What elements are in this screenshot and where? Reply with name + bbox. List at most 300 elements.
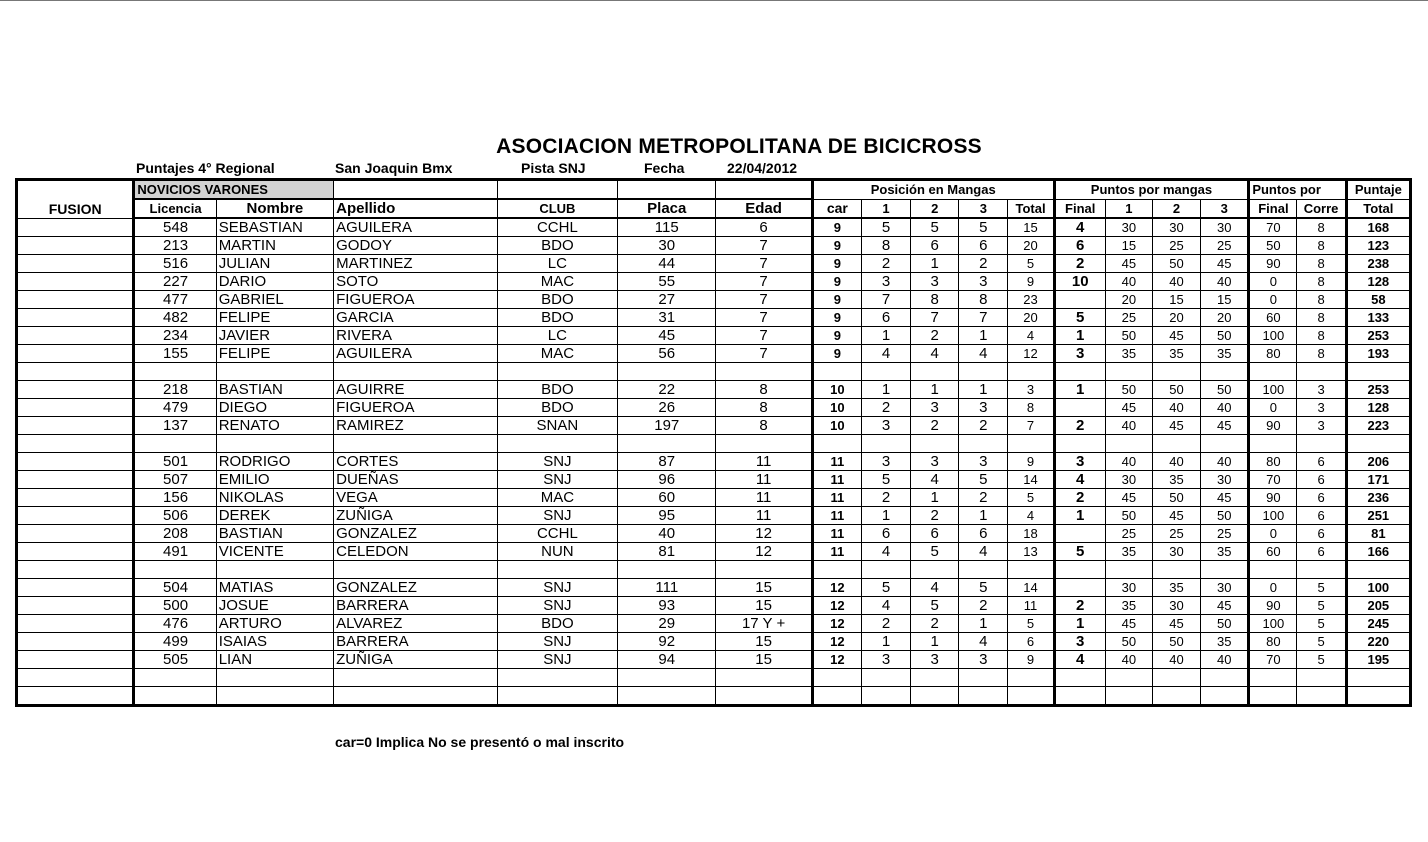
manga-1-cell: 3 (861, 651, 910, 669)
corre-cell: 8 (1297, 345, 1346, 363)
puntos-1-cell: 50 (1105, 507, 1152, 525)
puntos-3-cell: 35 (1201, 633, 1249, 651)
corre-cell: 8 (1297, 327, 1346, 345)
blank-row (17, 363, 1411, 381)
nombre-cell (216, 561, 333, 579)
apellido-header: Apellido (334, 199, 498, 218)
car-cell: 12 (812, 651, 861, 669)
manga-2-cell: 2 (911, 417, 959, 435)
meta-fecha-label: Fecha (644, 160, 685, 176)
apellido-cell (334, 363, 498, 381)
total-cell: 3 (1008, 381, 1054, 399)
puntaje-total-cell: 168 (1346, 218, 1410, 237)
puntos-final-cell: 100 (1249, 507, 1297, 525)
final-cell: 2 (1054, 597, 1105, 615)
table-row (17, 218, 1411, 237)
total-cell: 9 (1008, 651, 1054, 669)
final-cell: 3 (1054, 345, 1105, 363)
licencia-cell: 476 (134, 615, 216, 633)
total-header: Total (1008, 199, 1054, 218)
final-cell (1054, 435, 1105, 453)
nombre-cell: JULIAN (216, 255, 333, 273)
puntos-2-cell: 40 (1152, 651, 1200, 669)
nombre-cell: BASTIAN (216, 381, 333, 399)
final-cell (1054, 399, 1105, 417)
manga-2-cell: 1 (911, 633, 959, 651)
edad-cell: 7 (716, 327, 812, 345)
fusion-cell (17, 633, 134, 651)
corre-cell: 6 (1297, 543, 1346, 561)
manga-1-cell (861, 363, 910, 381)
placa-cell: 31 (618, 309, 716, 327)
manga-3-cell: 5 (959, 471, 1008, 489)
manga-1-cell: 4 (861, 345, 910, 363)
puntaje-total-cell (1346, 669, 1410, 687)
manga-2-cell: 7 (911, 309, 959, 327)
puntos-final-cell: 80 (1249, 453, 1297, 471)
car-cell: 12 (812, 615, 861, 633)
puntaje-total-cell: 81 (1346, 525, 1410, 543)
edad-cell: 11 (716, 507, 812, 525)
corre-cell (1297, 363, 1346, 381)
category-label: NOVICIOS VARONES (134, 180, 334, 200)
puntos-final-cell: 50 (1249, 237, 1297, 255)
club-cell: SNJ (497, 651, 617, 669)
puntos-final-cell: 70 (1249, 471, 1297, 489)
manga-2-cell: 3 (911, 399, 959, 417)
puntos-3-cell: 40 (1201, 453, 1249, 471)
puntos-3-cell: 45 (1201, 255, 1249, 273)
manga-3-cell: 1 (959, 615, 1008, 633)
nombre-cell: DARIO (216, 273, 333, 291)
fusion-cell (17, 309, 134, 327)
car-cell: 11 (812, 525, 861, 543)
nombre-cell: JAVIER (216, 327, 333, 345)
car-cell: 9 (812, 273, 861, 291)
puntos-2-cell: 45 (1152, 507, 1200, 525)
apellido-cell: DUEÑAS (334, 471, 498, 489)
car-cell: 12 (812, 597, 861, 615)
meta-pista-nombre: San Joaquin Bmx (335, 160, 453, 176)
puntos-3-cell: 30 (1201, 471, 1249, 489)
nombre-header: Nombre (216, 199, 333, 218)
puntos-2-cell: 45 (1152, 327, 1200, 345)
car-cell: 11 (812, 489, 861, 507)
club-cell: SNJ (497, 453, 617, 471)
puntos-3-cell (1201, 669, 1249, 687)
puntos-3-cell: 25 (1201, 237, 1249, 255)
final-cell: 5 (1054, 543, 1105, 561)
puntos-2-cell: 25 (1152, 525, 1200, 543)
corre-cell: 8 (1297, 309, 1346, 327)
edad-cell: 8 (716, 381, 812, 399)
apellido-cell: GODOY (334, 237, 498, 255)
placa-cell: 96 (618, 471, 716, 489)
manga-2-cell: 1 (911, 489, 959, 507)
puntos-1-cell: 45 (1105, 489, 1152, 507)
manga-1-cell: 7 (861, 291, 910, 309)
corre-cell (1297, 561, 1346, 579)
car-cell: 9 (812, 237, 861, 255)
placa-cell: 60 (618, 489, 716, 507)
placa-cell: 197 (618, 417, 716, 435)
puntos-3-cell: 45 (1201, 489, 1249, 507)
fusion-cell (17, 507, 134, 525)
final-cell: 4 (1054, 651, 1105, 669)
puntos-2-cell: 15 (1152, 291, 1200, 309)
puntos-1-cell: 35 (1105, 597, 1152, 615)
club-cell (497, 435, 617, 453)
licencia-cell: 234 (134, 327, 216, 345)
apellido-cell: MARTINEZ (334, 255, 498, 273)
puntos-final-header: Final (1249, 199, 1297, 218)
licencia-cell (134, 363, 216, 381)
manga-1-cell: 5 (861, 218, 910, 237)
licencia-cell: 500 (134, 597, 216, 615)
puntos-2-cell (1152, 687, 1200, 706)
car-cell (812, 669, 861, 687)
puntos-3-cell: 45 (1201, 597, 1249, 615)
puntos-1-cell (1105, 363, 1152, 381)
puntos-2-cell: 45 (1152, 615, 1200, 633)
total-cell: 15 (1008, 218, 1054, 237)
edad-cell: 12 (716, 543, 812, 561)
apellido-cell: VEGA (334, 489, 498, 507)
placa-cell: 56 (618, 345, 716, 363)
blank-row (17, 687, 1411, 706)
puntos-final-cell: 90 (1249, 597, 1297, 615)
puntaje-total-cell: 223 (1346, 417, 1410, 435)
edad-cell: 7 (716, 273, 812, 291)
puntos-3-cell (1201, 687, 1249, 706)
puntos-final-cell: 70 (1249, 651, 1297, 669)
puntos-final-cell: 100 (1249, 615, 1297, 633)
fusion-cell (17, 255, 134, 273)
nombre-cell: RENATO (216, 417, 333, 435)
manga-1-cell: 4 (861, 543, 910, 561)
header-blank-cell (716, 180, 812, 200)
final-cell: 6 (1054, 237, 1105, 255)
manga-2-cell: 3 (911, 273, 959, 291)
manga-2-cell: 2 (911, 615, 959, 633)
final-cell (1054, 579, 1105, 597)
puntaje-total-cell: 253 (1346, 327, 1410, 345)
club-header: CLUB (497, 199, 617, 218)
manga-3-cell: 6 (959, 525, 1008, 543)
manga-2-cell: 3 (911, 453, 959, 471)
final-cell (1054, 525, 1105, 543)
corre-cell: 8 (1297, 237, 1346, 255)
puntos-3-cell: 30 (1201, 218, 1249, 237)
club-cell: CCHL (497, 525, 617, 543)
edad-cell: 7 (716, 291, 812, 309)
corre-cell: 3 (1297, 417, 1346, 435)
manga-1-cell: 1 (861, 507, 910, 525)
manga-1-cell: 1 (861, 633, 910, 651)
manga-3-cell: 8 (959, 291, 1008, 309)
nombre-cell: ARTURO (216, 615, 333, 633)
edad-cell: 15 (716, 651, 812, 669)
puntos-1-cell: 25 (1105, 525, 1152, 543)
car-header: car (812, 199, 861, 218)
table-row (17, 399, 1411, 417)
licencia-cell: 479 (134, 399, 216, 417)
puntos-1-cell: 50 (1105, 381, 1152, 399)
puntos-1-cell: 30 (1105, 218, 1152, 237)
manga-1-cell: 1 (861, 327, 910, 345)
licencia-cell (134, 435, 216, 453)
corre-cell: 5 (1297, 615, 1346, 633)
total-cell: 5 (1008, 255, 1054, 273)
corre-cell: 6 (1297, 507, 1346, 525)
manga-1-cell: 3 (861, 417, 910, 435)
manga-2-cell: 6 (911, 525, 959, 543)
placa-cell: 29 (618, 615, 716, 633)
manga-3-cell (959, 669, 1008, 687)
corre-cell: 3 (1297, 399, 1346, 417)
car-cell: 9 (812, 309, 861, 327)
corre-cell (1297, 669, 1346, 687)
puntos-3-cell: 45 (1201, 417, 1249, 435)
club-cell: BDO (497, 381, 617, 399)
puntaje-total-cell: 100 (1346, 579, 1410, 597)
corre-cell: 6 (1297, 471, 1346, 489)
apellido-cell: RIVERA (334, 327, 498, 345)
car-cell: 11 (812, 507, 861, 525)
fusion-cell (17, 218, 134, 237)
footer-note: car=0 Implica No se presentó o mal inscrito (335, 734, 625, 750)
puntos-2-cell (1152, 561, 1200, 579)
fusion-cell (17, 453, 134, 471)
manga-3-cell: 5 (959, 579, 1008, 597)
final-cell: 2 (1054, 489, 1105, 507)
manga-2-cell: 1 (911, 255, 959, 273)
apellido-cell: BARRERA (334, 597, 498, 615)
final-cell: 4 (1054, 218, 1105, 237)
corre-cell: 5 (1297, 579, 1346, 597)
nombre-cell: DEREK (216, 507, 333, 525)
puntos-1-cell (1105, 687, 1152, 706)
manga-3-cell: 6 (959, 237, 1008, 255)
puntos-3-cell: 20 (1201, 309, 1249, 327)
corre-cell: 5 (1297, 651, 1346, 669)
placa-cell: 111 (618, 579, 716, 597)
table-row (17, 381, 1411, 399)
puntos-2-cell: 35 (1152, 579, 1200, 597)
nombre-cell: NIKOLAS (216, 489, 333, 507)
club-cell: SNJ (497, 579, 617, 597)
edad-cell: 12 (716, 525, 812, 543)
edad-cell: 15 (716, 579, 812, 597)
manga-1-cell (861, 687, 910, 706)
final-cell: 5 (1054, 309, 1105, 327)
edad-cell: 7 (716, 255, 812, 273)
manga-2-cell: 2 (911, 327, 959, 345)
puntaje-total-cell: 128 (1346, 399, 1410, 417)
manga-2-cell: 5 (911, 543, 959, 561)
nombre-cell: FELIPE (216, 309, 333, 327)
licencia-cell: 504 (134, 579, 216, 597)
manga-3-cell: 2 (959, 417, 1008, 435)
table-row (17, 489, 1411, 507)
puntos-1-cell: 40 (1105, 453, 1152, 471)
total-cell: 12 (1008, 345, 1054, 363)
manga-2-cell (911, 363, 959, 381)
puntos-3-cell: 50 (1201, 381, 1249, 399)
fusion-cell (17, 525, 134, 543)
puntaje-total-header: Total (1346, 199, 1410, 218)
puntos-final-cell: 100 (1249, 381, 1297, 399)
placa-cell: 92 (618, 633, 716, 651)
manga-2-cell (911, 687, 959, 706)
manga-3-cell: 3 (959, 399, 1008, 417)
puntos-mangas-header: Puntos por mangas (1054, 180, 1249, 200)
licencia-cell: 208 (134, 525, 216, 543)
header-blank-cell (497, 180, 617, 200)
placa-header: Placa (618, 199, 716, 218)
nombre-cell (216, 435, 333, 453)
placa-cell (618, 435, 716, 453)
apellido-cell (334, 561, 498, 579)
total-cell (1008, 435, 1054, 453)
manga-1-cell: 4 (861, 597, 910, 615)
manga-2-cell (911, 669, 959, 687)
puntos-final-cell (1249, 435, 1297, 453)
car-cell: 11 (812, 543, 861, 561)
puntos-final-cell: 60 (1249, 309, 1297, 327)
club-cell: SNJ (497, 633, 617, 651)
puntos-2-cell (1152, 669, 1200, 687)
fusion-cell (17, 399, 134, 417)
puntos-2-cell (1152, 363, 1200, 381)
club-cell: BDO (497, 237, 617, 255)
corre-cell: 5 (1297, 633, 1346, 651)
meta-puntajes: Puntajes 4° Regional (136, 160, 275, 176)
apellido-cell (334, 669, 498, 687)
car-cell (812, 687, 861, 706)
corre-cell: 6 (1297, 453, 1346, 471)
total-cell: 9 (1008, 273, 1054, 291)
club-cell: MAC (497, 345, 617, 363)
manga-1-cell: 5 (861, 471, 910, 489)
manga-3-cell (959, 363, 1008, 381)
placa-cell: 30 (618, 237, 716, 255)
licencia-cell: 491 (134, 543, 216, 561)
fusion-cell (17, 435, 134, 453)
car-cell: 9 (812, 291, 861, 309)
puntaje-total-cell (1346, 435, 1410, 453)
puntos-final-cell: 100 (1249, 327, 1297, 345)
manga-3-cell: 4 (959, 345, 1008, 363)
blank-row (17, 561, 1411, 579)
club-cell: LC (497, 327, 617, 345)
nombre-cell: LIAN (216, 651, 333, 669)
blank-row (17, 435, 1411, 453)
apellido-cell: AGUILERA (334, 218, 498, 237)
licencia-cell (134, 561, 216, 579)
total-cell: 5 (1008, 615, 1054, 633)
placa-cell: 87 (618, 453, 716, 471)
puntos-final-cell (1249, 687, 1297, 706)
edad-cell: 11 (716, 489, 812, 507)
nombre-cell (216, 363, 333, 381)
manga-3-cell: 2 (959, 489, 1008, 507)
total-cell: 4 (1008, 507, 1054, 525)
final-cell (1054, 561, 1105, 579)
puntos-final-cell: 80 (1249, 345, 1297, 363)
apellido-cell: GONZALEZ (334, 525, 498, 543)
header-row-1 (17, 180, 1411, 200)
final-cell (1054, 669, 1105, 687)
puntaje-total-cell: 123 (1346, 237, 1410, 255)
edad-cell: 6 (716, 218, 812, 237)
manga-1-cell: 2 (861, 255, 910, 273)
puntos-final-cell: 80 (1249, 633, 1297, 651)
table-row (17, 237, 1411, 255)
club-cell: MAC (497, 273, 617, 291)
fusion-cell (17, 471, 134, 489)
placa-cell (618, 363, 716, 381)
corre-cell: 8 (1297, 255, 1346, 273)
header-blank-cell (618, 180, 716, 200)
puntos-3-cell: 40 (1201, 399, 1249, 417)
licencia-cell: 155 (134, 345, 216, 363)
puntaje-total-cell: 166 (1346, 543, 1410, 561)
fusion-cell (17, 561, 134, 579)
total-cell (1008, 561, 1054, 579)
edad-cell: 7 (716, 237, 812, 255)
puntos-3-cell: 15 (1201, 291, 1249, 309)
licencia-cell: 156 (134, 489, 216, 507)
car-cell: 9 (812, 218, 861, 237)
table-row (17, 471, 1411, 489)
nombre-cell (216, 669, 333, 687)
placa-cell (618, 669, 716, 687)
apellido-cell: ZUÑIGA (334, 507, 498, 525)
final-cell (1054, 291, 1105, 309)
manga-2-header: 2 (911, 199, 959, 218)
licencia-cell (134, 687, 216, 706)
apellido-cell: AGUILERA (334, 345, 498, 363)
table-row (17, 651, 1411, 669)
placa-cell: 40 (618, 525, 716, 543)
nombre-cell: RODRIGO (216, 453, 333, 471)
final-cell (1054, 363, 1105, 381)
edad-cell (716, 669, 812, 687)
puntaje-total-cell: 238 (1346, 255, 1410, 273)
puntos-3-cell (1201, 561, 1249, 579)
puntos-3-cell: 35 (1201, 543, 1249, 561)
club-cell: SNJ (497, 597, 617, 615)
puntaje-total-cell: 236 (1346, 489, 1410, 507)
table-row (17, 507, 1411, 525)
final-cell: 3 (1054, 453, 1105, 471)
nombre-cell: DIEGO (216, 399, 333, 417)
total-cell: 7 (1008, 417, 1054, 435)
apellido-cell: CELEDON (334, 543, 498, 561)
corre-cell (1297, 435, 1346, 453)
corre-cell: 6 (1297, 525, 1346, 543)
puntaje-total-cell: 58 (1346, 291, 1410, 309)
licencia-cell: 137 (134, 417, 216, 435)
car-cell: 11 (812, 453, 861, 471)
fusion-cell (17, 237, 134, 255)
puntos-3-cell: 25 (1201, 525, 1249, 543)
table-row (17, 579, 1411, 597)
placa-cell: 95 (618, 507, 716, 525)
blank-row (17, 669, 1411, 687)
corre-cell (1297, 687, 1346, 706)
